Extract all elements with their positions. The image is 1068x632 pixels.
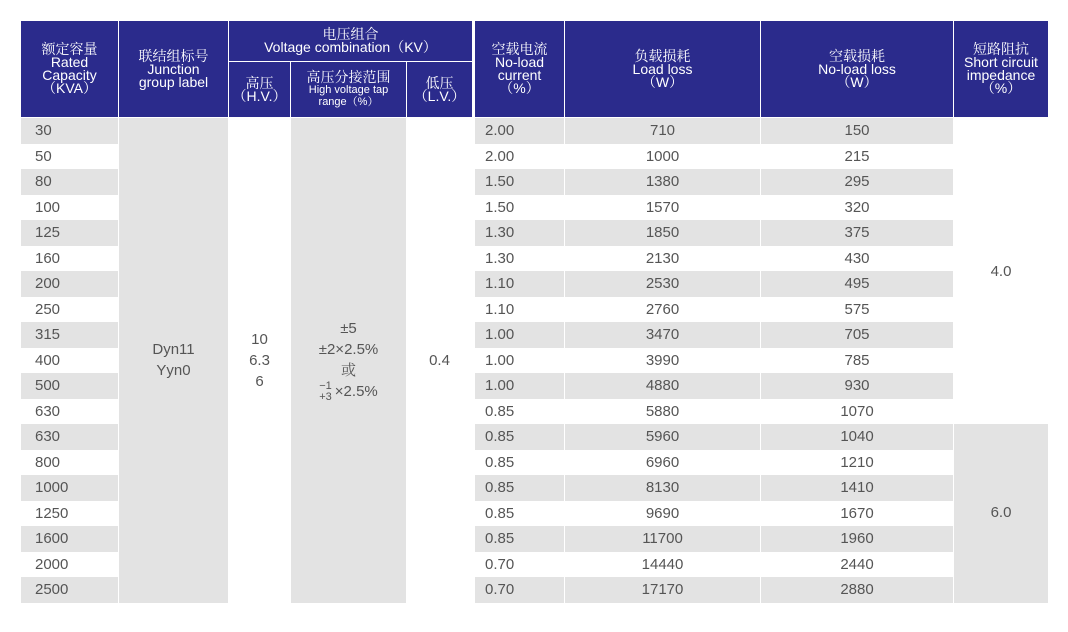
cell-noload-loss: 1410 bbox=[761, 475, 954, 501]
header-voltage-zh: 电压组合 bbox=[322, 26, 379, 43]
cell-noload-loss: 2880 bbox=[761, 577, 954, 603]
transformer-spec-table bbox=[20, 20, 1049, 603]
header-current-en1: No-load bbox=[494, 54, 545, 70]
cell-noload-current: 1.10 bbox=[475, 271, 565, 297]
cell-load-loss: 3470 bbox=[565, 322, 761, 348]
cell-noload-current: 0.85 bbox=[475, 399, 565, 425]
cell-noload-current: 2.00 bbox=[475, 118, 565, 144]
header-tap-en2: range（%） bbox=[318, 96, 379, 109]
cell-hv-voltage bbox=[229, 118, 291, 603]
cell-noload-current: 1.30 bbox=[475, 246, 565, 272]
cell-rated-capacity: 30 bbox=[21, 118, 119, 144]
cell-noload-current: 1.50 bbox=[475, 169, 565, 195]
cell-noload-current: 0.85 bbox=[475, 450, 565, 476]
cell-noload-current: 1.10 bbox=[475, 297, 565, 323]
cell-noload-loss: 320 bbox=[761, 195, 954, 221]
cell-load-loss: 9690 bbox=[565, 501, 761, 527]
header-hv-en: （H.V.） bbox=[232, 87, 287, 104]
cell-noload-current: 0.70 bbox=[475, 552, 565, 578]
cell-load-loss: 5960 bbox=[565, 424, 761, 450]
hv-voltage-value: 6 bbox=[255, 372, 264, 390]
tap-range-frac-top: −1 bbox=[319, 379, 332, 392]
header-noload-loss-zh: 空载损耗 bbox=[829, 47, 885, 64]
cell-noload-current: 0.85 bbox=[475, 501, 565, 527]
cell-junction-group bbox=[119, 118, 229, 603]
header-load-loss-en: Load loss bbox=[632, 60, 693, 77]
cell-noload-current: 1.00 bbox=[475, 373, 565, 399]
junction-group-value: Dyn11 bbox=[152, 341, 195, 359]
cell-rated-capacity: 1250 bbox=[21, 501, 119, 527]
header-group-zh: 联结组标号 bbox=[138, 47, 209, 64]
cell-rated-capacity: 50 bbox=[21, 144, 119, 170]
cell-rated-capacity: 2500 bbox=[21, 577, 119, 603]
cell-load-loss: 1000 bbox=[565, 144, 761, 170]
header-tap-range bbox=[291, 62, 407, 118]
cell-noload-loss: 495 bbox=[761, 271, 954, 297]
tap-range-fraction bbox=[319, 381, 332, 403]
header-hv-zh: 高压 bbox=[245, 74, 274, 91]
cell-rated-capacity: 2000 bbox=[21, 552, 119, 578]
cell-noload-loss: 1670 bbox=[761, 501, 954, 527]
cell-load-loss: 2760 bbox=[565, 297, 761, 323]
cell-rated-capacity: 1000 bbox=[21, 475, 119, 501]
header-load-loss-zh: 负载损耗 bbox=[634, 47, 691, 64]
header-junction-group bbox=[119, 21, 229, 118]
cell-rated-capacity: 500 bbox=[21, 373, 119, 399]
header-current-en2: current bbox=[497, 67, 542, 83]
cell-rated-capacity: 800 bbox=[21, 450, 119, 476]
header-hv bbox=[229, 62, 291, 118]
cell-load-loss: 14440 bbox=[565, 552, 761, 578]
table-row bbox=[21, 118, 1049, 144]
cell-noload-loss: 430 bbox=[761, 246, 954, 272]
cell-rated-capacity: 80 bbox=[21, 169, 119, 195]
cell-noload-loss: 1070 bbox=[761, 399, 954, 425]
cell-noload-loss: 705 bbox=[761, 322, 954, 348]
cell-noload-loss: 1960 bbox=[761, 526, 954, 552]
header-group-en1: Junction bbox=[147, 60, 200, 77]
cell-noload-loss: 215 bbox=[761, 144, 954, 170]
cell-noload-current: 1.00 bbox=[475, 348, 565, 374]
header-noload-loss-unit: （W） bbox=[836, 73, 878, 90]
cell-noload-loss: 2440 bbox=[761, 552, 954, 578]
header-noload-current bbox=[475, 21, 565, 118]
header-impedance-zh: 短路阻抗 bbox=[973, 41, 1029, 57]
cell-load-loss: 1570 bbox=[565, 195, 761, 221]
cell-noload-loss: 575 bbox=[761, 297, 954, 323]
header-noload-loss-en: No-load loss bbox=[818, 60, 896, 77]
cell-noload-loss: 150 bbox=[761, 118, 954, 144]
cell-noload-loss: 1210 bbox=[761, 450, 954, 476]
header-noload-loss bbox=[761, 21, 954, 118]
cell-load-loss: 6960 bbox=[565, 450, 761, 476]
cell-load-loss: 2130 bbox=[565, 246, 761, 272]
cell-noload-current: 1.00 bbox=[475, 322, 565, 348]
cell-noload-current: 1.30 bbox=[475, 220, 565, 246]
cell-lv-voltage: 0.4 bbox=[407, 118, 473, 603]
cell-rated-capacity: 160 bbox=[21, 246, 119, 272]
cell-noload-loss: 785 bbox=[761, 348, 954, 374]
cell-impedance-group-2: 6.0 bbox=[954, 424, 1049, 603]
tap-range-line: ±2×2.5% bbox=[318, 340, 379, 358]
cell-noload-current: 0.85 bbox=[475, 526, 565, 552]
cell-load-loss: 3990 bbox=[565, 348, 761, 374]
cell-load-loss: 1850 bbox=[565, 220, 761, 246]
header-rated-capacity bbox=[21, 21, 119, 118]
tap-range-line bbox=[291, 381, 406, 403]
header-capacity-en1: Rated bbox=[50, 54, 89, 70]
cell-rated-capacity: 100 bbox=[21, 195, 119, 221]
header-lv-en: （L.V.） bbox=[413, 87, 466, 104]
cell-noload-current: 2.00 bbox=[475, 144, 565, 170]
header-capacity-zh: 额定容量 bbox=[41, 41, 98, 57]
cell-load-loss: 4880 bbox=[565, 373, 761, 399]
cell-impedance-group-1: 4.0 bbox=[954, 118, 1049, 425]
header-load-loss bbox=[565, 21, 761, 118]
tap-range-frac-bottom: +3 bbox=[319, 390, 332, 403]
header-voltage-en: Voltage combination（KV） bbox=[264, 39, 437, 56]
header-lv-zh: 低压 bbox=[425, 74, 454, 91]
header-current-zh: 空载电流 bbox=[491, 41, 548, 57]
transformer-spec-table-container bbox=[20, 20, 1048, 603]
header-tap-en1: High voltage tap bbox=[308, 84, 389, 97]
header-tap-zh: 高压分接范围 bbox=[306, 69, 391, 86]
cell-load-loss: 5880 bbox=[565, 399, 761, 425]
header-capacity-unit: （KVA） bbox=[42, 80, 97, 96]
cell-rated-capacity: 250 bbox=[21, 297, 119, 323]
cell-load-loss: 8130 bbox=[565, 475, 761, 501]
cell-noload-loss: 1040 bbox=[761, 424, 954, 450]
cell-noload-current: 0.85 bbox=[475, 424, 565, 450]
cell-rated-capacity: 125 bbox=[21, 220, 119, 246]
cell-rated-capacity: 315 bbox=[21, 322, 119, 348]
cell-noload-loss: 930 bbox=[761, 373, 954, 399]
cell-rated-capacity: 1600 bbox=[21, 526, 119, 552]
cell-rated-capacity: 200 bbox=[21, 271, 119, 297]
tap-range-multiplier: ×2.5% bbox=[334, 382, 378, 400]
tap-range-line: ±5 bbox=[340, 319, 357, 337]
cell-noload-loss: 375 bbox=[761, 220, 954, 246]
cell-load-loss: 11700 bbox=[565, 526, 761, 552]
header-voltage-combination bbox=[229, 21, 473, 62]
table-body bbox=[21, 118, 1049, 603]
header-impedance-en1: Short circuit bbox=[964, 54, 1038, 70]
cell-load-loss: 1380 bbox=[565, 169, 761, 195]
header-current-unit: （%） bbox=[499, 80, 540, 96]
hv-voltage-value: 10 bbox=[251, 330, 268, 348]
hv-voltage-value: 6.3 bbox=[249, 351, 270, 369]
junction-group-value: Yyn0 bbox=[156, 362, 191, 380]
header-load-loss-unit: （W） bbox=[641, 73, 684, 90]
cell-noload-current: 1.50 bbox=[475, 195, 565, 221]
tap-range-or: 或 bbox=[340, 361, 356, 379]
cell-load-loss: 2530 bbox=[565, 271, 761, 297]
cell-noload-current: 0.85 bbox=[475, 475, 565, 501]
header-group-en2: group label bbox=[138, 73, 209, 90]
cell-rated-capacity: 400 bbox=[21, 348, 119, 374]
header-capacity-en2: Capacity bbox=[42, 67, 97, 83]
header-impedance-en2: impedance bbox=[966, 67, 1036, 83]
cell-hv-tap-range bbox=[291, 118, 407, 603]
header-impedance-unit: （%） bbox=[980, 80, 1022, 96]
cell-noload-loss: 295 bbox=[761, 169, 954, 195]
cell-noload-current: 0.70 bbox=[475, 577, 565, 603]
header-lv bbox=[407, 62, 473, 118]
cell-rated-capacity: 630 bbox=[21, 399, 119, 425]
cell-rated-capacity: 630 bbox=[21, 424, 119, 450]
header-impedance bbox=[954, 21, 1049, 118]
cell-load-loss: 710 bbox=[565, 118, 761, 144]
cell-load-loss: 17170 bbox=[565, 577, 761, 603]
